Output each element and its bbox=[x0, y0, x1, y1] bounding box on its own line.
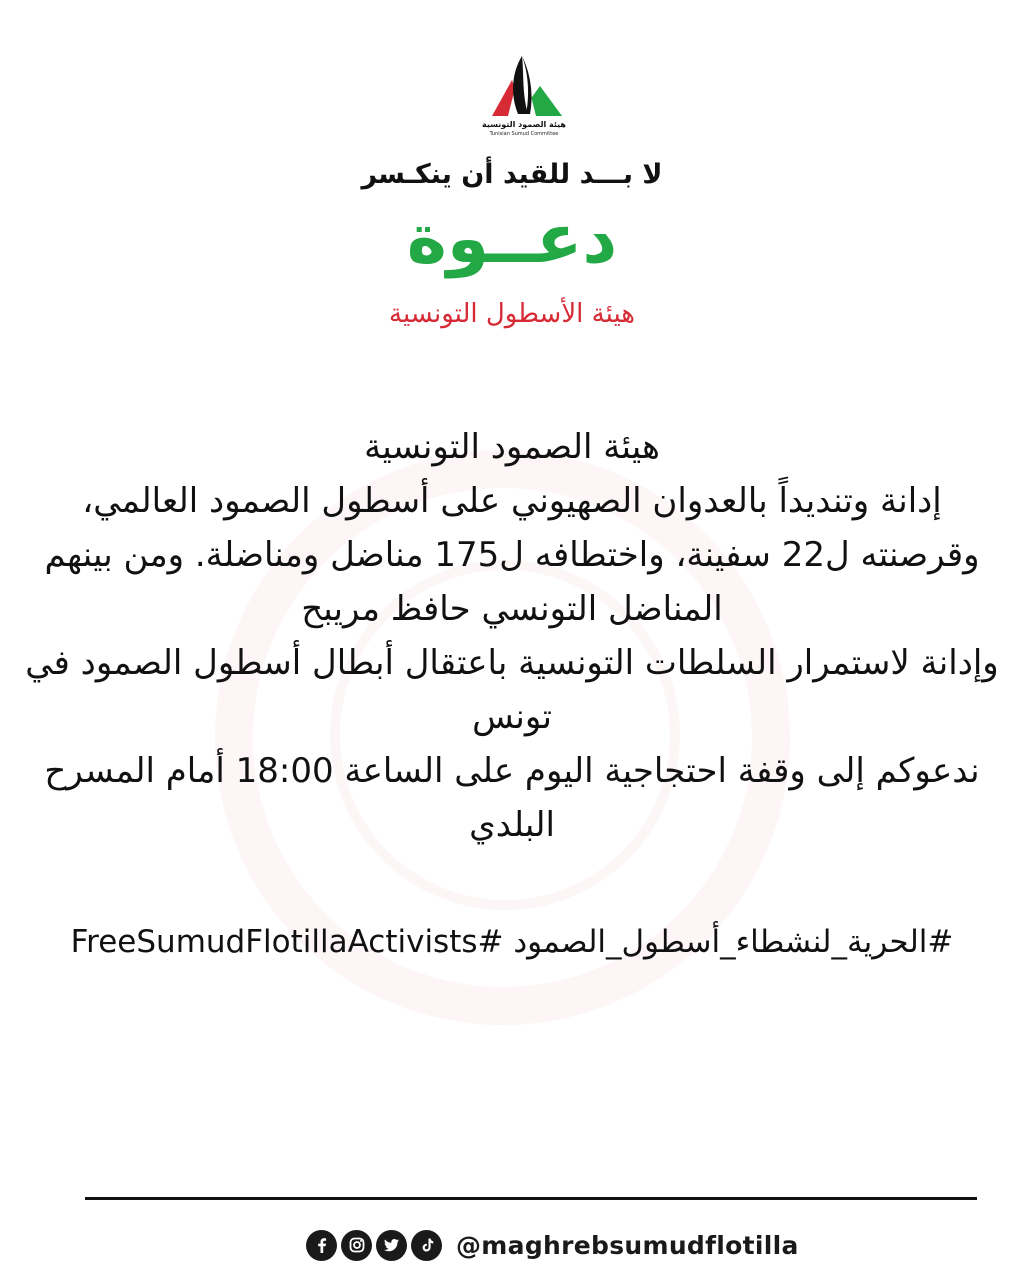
instagram-icon[interactable] bbox=[341, 1230, 372, 1261]
organization-name: هيئة الأسطول التونسية bbox=[389, 299, 635, 329]
statement-line: إدانة وتنديداً بالعدوان الصهيوني على أسطول الصمود العالمي، bbox=[82, 481, 942, 521]
facebook-icon[interactable] bbox=[306, 1230, 337, 1261]
statement-line: ندعوكم إلى وقفة احتجاجية اليوم على الساعة 18:00 أمام المسرح bbox=[44, 751, 980, 791]
social-footer bbox=[306, 1224, 799, 1266]
statement-line: هيئة الصمود التونسية bbox=[364, 427, 660, 467]
invitation-title: دعــوة bbox=[406, 200, 618, 279]
hashtags: #الحرية_لنشطاء_أسطول_الصمود #FreeSumudFlotillaActivists bbox=[70, 924, 954, 960]
footer-divider bbox=[85, 1197, 977, 1200]
statement-line: البلدي bbox=[469, 805, 555, 845]
statement-line: المناضل التونسي حافظ مريبح bbox=[301, 589, 723, 629]
logo-name-arabic: هيئة الصمود التونسية bbox=[482, 120, 566, 129]
statement-line: تونس bbox=[472, 697, 552, 737]
slogan: لا بـــد للقيد أن ينكـسر bbox=[361, 159, 663, 190]
social-handle[interactable]: @maghrebsumudflotilla bbox=[456, 1230, 799, 1260]
statement-body bbox=[8, 420, 1016, 852]
logo-name-english: Tunisian Sumud Committee bbox=[489, 131, 559, 137]
twitter-icon[interactable] bbox=[376, 1230, 407, 1261]
statement-line: وإدانة لاستمرار السلطات التونسية باعتقال أبطال أسطول الصمود في bbox=[25, 643, 999, 683]
statement-line: وقرصنته ل22 سفينة، واختطافه ل175 مناضل ومناضلة. ومن بينهم bbox=[44, 535, 980, 575]
tiktok-icon[interactable] bbox=[411, 1230, 442, 1261]
